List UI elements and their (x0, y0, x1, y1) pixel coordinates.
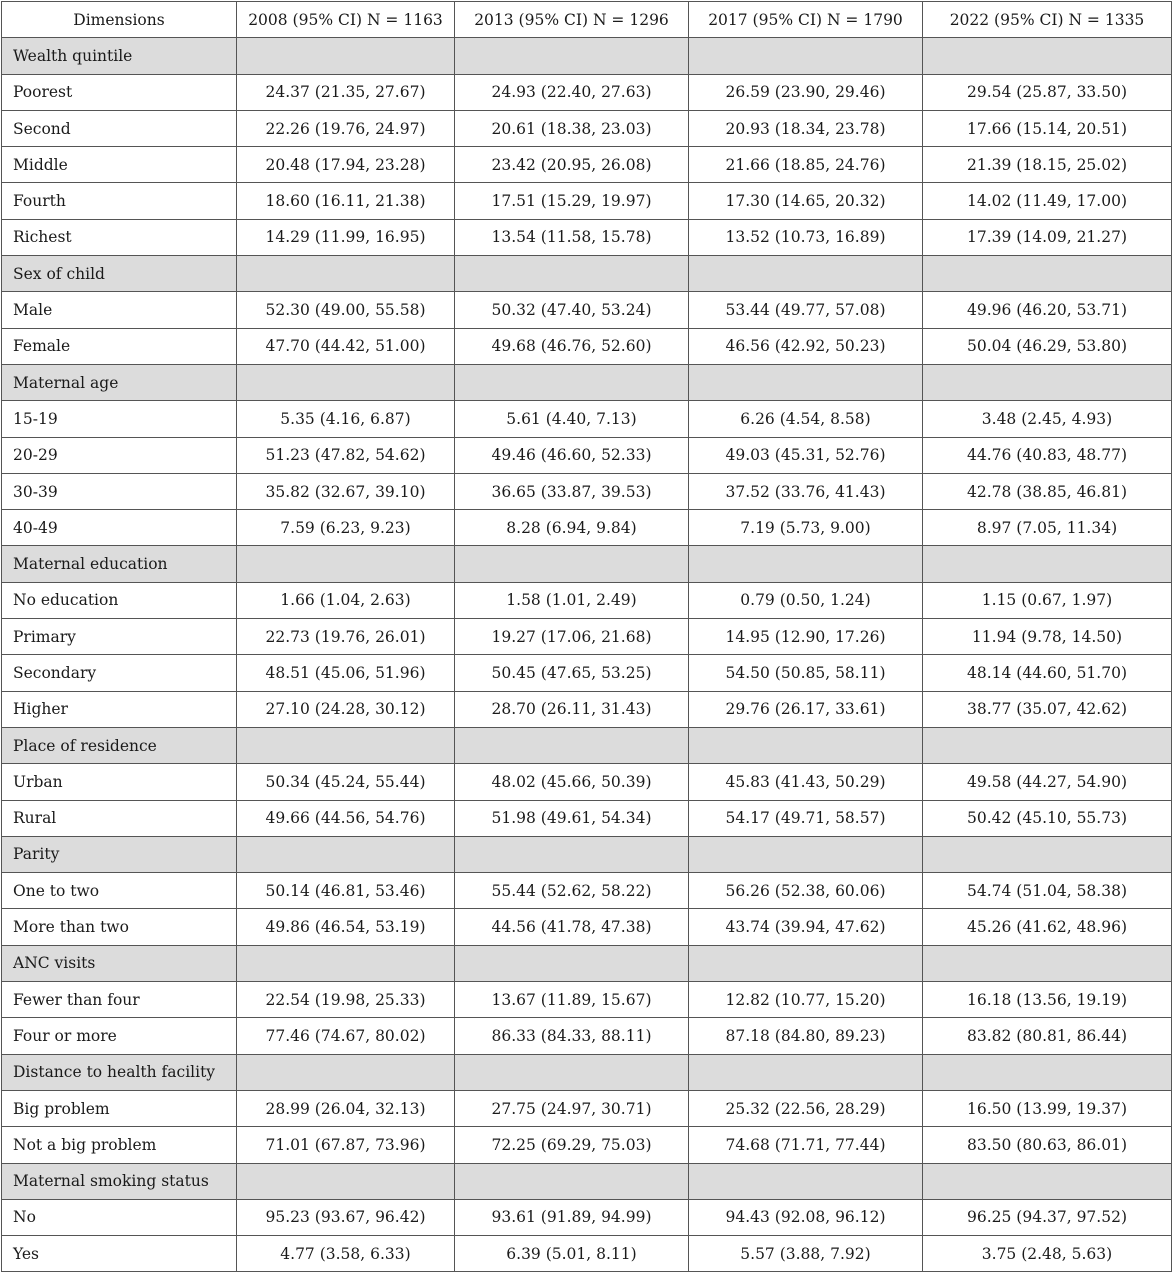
value-cell: 95.23 (93.67, 96.42) (237, 1199, 455, 1235)
section-empty-cell (923, 546, 1172, 582)
value-cell: 42.78 (38.85, 46.81) (923, 473, 1172, 509)
value-cell: 27.75 (24.97, 30.71) (455, 1090, 689, 1126)
section-empty-cell (237, 945, 455, 981)
value-cell: 52.30 (49.00, 55.58) (237, 292, 455, 328)
value-cell: 24.37 (21.35, 27.67) (237, 74, 455, 110)
row-label: More than two (2, 909, 237, 945)
value-cell: 46.56 (42.92, 50.23) (689, 328, 923, 364)
section-header-row (2, 945, 1172, 981)
table-body (2, 38, 1172, 1272)
value-cell: 50.45 (47.65, 53.25) (455, 655, 689, 691)
value-cell: 51.23 (47.82, 54.62) (237, 437, 455, 473)
value-cell: 50.04 (46.29, 53.80) (923, 328, 1172, 364)
value-cell: 49.46 (46.60, 52.33) (455, 437, 689, 473)
header-dimensions: Dimensions (2, 2, 237, 38)
value-cell: 6.26 (4.54, 8.58) (689, 401, 923, 437)
value-cell: 17.66 (15.14, 20.51) (923, 110, 1172, 146)
table-row (2, 292, 1172, 328)
value-cell: 55.44 (52.62, 58.22) (455, 873, 689, 909)
section-empty-cell (689, 836, 923, 872)
section-empty-cell (455, 1163, 689, 1199)
value-cell: 51.98 (49.61, 54.34) (455, 800, 689, 836)
value-cell: 22.73 (19.76, 26.01) (237, 619, 455, 655)
value-cell: 44.56 (41.78, 47.38) (455, 909, 689, 945)
table-row (2, 401, 1172, 437)
value-cell: 48.51 (45.06, 51.96) (237, 655, 455, 691)
section-empty-cell (237, 256, 455, 292)
value-cell: 20.61 (18.38, 23.03) (455, 110, 689, 146)
table-row (2, 147, 1172, 183)
section-empty-cell (689, 256, 923, 292)
value-cell: 54.17 (49.71, 58.57) (689, 800, 923, 836)
value-cell: 86.33 (84.33, 88.11) (455, 1018, 689, 1054)
value-cell: 50.14 (46.81, 53.46) (237, 873, 455, 909)
value-cell: 20.93 (18.34, 23.78) (689, 110, 923, 146)
row-label: Richest (2, 219, 237, 255)
value-cell: 5.61 (4.40, 7.13) (455, 401, 689, 437)
section-header-row (2, 364, 1172, 400)
table-row (2, 328, 1172, 364)
section-title: Parity (2, 836, 237, 872)
value-cell: 5.57 (3.88, 7.92) (689, 1236, 923, 1272)
value-cell: 94.43 (92.08, 96.12) (689, 1199, 923, 1235)
section-empty-cell (923, 38, 1172, 74)
section-empty-cell (237, 38, 455, 74)
header-2017: 2017 (95% CI) N = 1790 (689, 2, 923, 38)
section-header-row (2, 38, 1172, 74)
section-empty-cell (923, 1163, 1172, 1199)
value-cell: 36.65 (33.87, 39.53) (455, 473, 689, 509)
value-cell: 21.66 (18.85, 24.76) (689, 147, 923, 183)
value-cell: 93.61 (91.89, 94.99) (455, 1199, 689, 1235)
value-cell: 74.68 (71.71, 77.44) (689, 1127, 923, 1163)
value-cell: 29.76 (26.17, 33.61) (689, 691, 923, 727)
table-row (2, 510, 1172, 546)
section-title: Place of residence (2, 727, 237, 763)
section-title: Maternal age (2, 364, 237, 400)
table-row (2, 873, 1172, 909)
table-row (2, 1127, 1172, 1163)
row-label: 30-39 (2, 473, 237, 509)
row-label: Four or more (2, 1018, 237, 1054)
table-row (2, 473, 1172, 509)
value-cell: 48.14 (44.60, 51.70) (923, 655, 1172, 691)
value-cell: 22.54 (19.98, 25.33) (237, 982, 455, 1018)
value-cell: 49.68 (46.76, 52.60) (455, 328, 689, 364)
section-empty-cell (689, 727, 923, 763)
section-empty-cell (923, 727, 1172, 763)
value-cell: 28.70 (26.11, 31.43) (455, 691, 689, 727)
table-row (2, 1090, 1172, 1126)
table-row (2, 582, 1172, 618)
row-label: Primary (2, 619, 237, 655)
section-empty-cell (689, 1054, 923, 1090)
table-header (2, 2, 1172, 38)
section-header-row (2, 1163, 1172, 1199)
row-label: Secondary (2, 655, 237, 691)
value-cell: 38.77 (35.07, 42.62) (923, 691, 1172, 727)
section-header-row (2, 1054, 1172, 1090)
value-cell: 27.10 (24.28, 30.12) (237, 691, 455, 727)
header-2022: 2022 (95% CI) N = 1335 (923, 2, 1172, 38)
value-cell: 77.46 (74.67, 80.02) (237, 1018, 455, 1054)
section-empty-cell (455, 256, 689, 292)
section-empty-cell (689, 364, 923, 400)
section-empty-cell (455, 38, 689, 74)
row-label: Middle (2, 147, 237, 183)
header-2013: 2013 (95% CI) N = 1296 (455, 2, 689, 38)
value-cell: 49.03 (45.31, 52.76) (689, 437, 923, 473)
data-table (1, 1, 1172, 1272)
value-cell: 3.48 (2.45, 4.93) (923, 401, 1172, 437)
value-cell: 49.96 (46.20, 53.71) (923, 292, 1172, 328)
value-cell: 44.76 (40.83, 48.77) (923, 437, 1172, 473)
table-row (2, 764, 1172, 800)
value-cell: 83.82 (80.81, 86.44) (923, 1018, 1172, 1054)
value-cell: 53.44 (49.77, 57.08) (689, 292, 923, 328)
value-cell: 28.99 (26.04, 32.13) (237, 1090, 455, 1126)
row-label: Higher (2, 691, 237, 727)
value-cell: 43.74 (39.94, 47.62) (689, 909, 923, 945)
section-empty-cell (237, 546, 455, 582)
value-cell: 7.59 (6.23, 9.23) (237, 510, 455, 546)
value-cell: 14.02 (11.49, 17.00) (923, 183, 1172, 219)
table-row (2, 1236, 1172, 1272)
value-cell: 14.29 (11.99, 16.95) (237, 219, 455, 255)
value-cell: 20.48 (17.94, 23.28) (237, 147, 455, 183)
value-cell: 47.70 (44.42, 51.00) (237, 328, 455, 364)
section-empty-cell (923, 945, 1172, 981)
value-cell: 50.32 (47.40, 53.24) (455, 292, 689, 328)
value-cell: 56.26 (52.38, 60.06) (689, 873, 923, 909)
section-empty-cell (923, 256, 1172, 292)
table-row (2, 219, 1172, 255)
value-cell: 45.83 (41.43, 50.29) (689, 764, 923, 800)
row-label: Fewer than four (2, 982, 237, 1018)
row-label: No (2, 1199, 237, 1235)
value-cell: 29.54 (25.87, 33.50) (923, 74, 1172, 110)
value-cell: 5.35 (4.16, 6.87) (237, 401, 455, 437)
section-title: Sex of child (2, 256, 237, 292)
table-row (2, 1199, 1172, 1235)
row-label: Fourth (2, 183, 237, 219)
table-row (2, 800, 1172, 836)
value-cell: 19.27 (17.06, 21.68) (455, 619, 689, 655)
value-cell: 1.66 (1.04, 2.63) (237, 582, 455, 618)
value-cell: 35.82 (32.67, 39.10) (237, 473, 455, 509)
value-cell: 50.42 (45.10, 55.73) (923, 800, 1172, 836)
row-label: Poorest (2, 74, 237, 110)
value-cell: 21.39 (18.15, 25.02) (923, 147, 1172, 183)
section-empty-cell (689, 1163, 923, 1199)
table-row (2, 74, 1172, 110)
row-label: Yes (2, 1236, 237, 1272)
value-cell: 11.94 (9.78, 14.50) (923, 619, 1172, 655)
value-cell: 8.28 (6.94, 9.84) (455, 510, 689, 546)
section-empty-cell (923, 1054, 1172, 1090)
value-cell: 6.39 (5.01, 8.11) (455, 1236, 689, 1272)
row-label: 20-29 (2, 437, 237, 473)
value-cell: 22.26 (19.76, 24.97) (237, 110, 455, 146)
table-row (2, 909, 1172, 945)
table-row (2, 1018, 1172, 1054)
section-empty-cell (689, 38, 923, 74)
section-empty-cell (455, 836, 689, 872)
value-cell: 25.32 (22.56, 28.29) (689, 1090, 923, 1126)
value-cell: 83.50 (80.63, 86.01) (923, 1127, 1172, 1163)
section-title: Maternal smoking status (2, 1163, 237, 1199)
value-cell: 96.25 (94.37, 97.52) (923, 1199, 1172, 1235)
table-row (2, 110, 1172, 146)
value-cell: 18.60 (16.11, 21.38) (237, 183, 455, 219)
section-empty-cell (455, 364, 689, 400)
table-row (2, 691, 1172, 727)
section-empty-cell (237, 836, 455, 872)
row-label: 15-19 (2, 401, 237, 437)
section-header-row (2, 546, 1172, 582)
section-empty-cell (923, 364, 1172, 400)
value-cell: 7.19 (5.73, 9.00) (689, 510, 923, 546)
value-cell: 13.54 (11.58, 15.78) (455, 219, 689, 255)
value-cell: 17.30 (14.65, 20.32) (689, 183, 923, 219)
table-row (2, 619, 1172, 655)
section-empty-cell (689, 945, 923, 981)
section-title: Distance to health facility (2, 1054, 237, 1090)
value-cell: 50.34 (45.24, 55.44) (237, 764, 455, 800)
table-row (2, 982, 1172, 1018)
section-empty-cell (455, 727, 689, 763)
row-label: Male (2, 292, 237, 328)
row-label: 40-49 (2, 510, 237, 546)
value-cell: 54.50 (50.85, 58.11) (689, 655, 923, 691)
section-empty-cell (455, 945, 689, 981)
section-title: Maternal education (2, 546, 237, 582)
value-cell: 71.01 (67.87, 73.96) (237, 1127, 455, 1163)
table-row (2, 437, 1172, 473)
value-cell: 49.66 (44.56, 54.76) (237, 800, 455, 836)
section-header-row (2, 836, 1172, 872)
row-label: Urban (2, 764, 237, 800)
value-cell: 16.18 (13.56, 19.19) (923, 982, 1172, 1018)
header-2008: 2008 (95% CI) N = 1163 (237, 2, 455, 38)
value-cell: 14.95 (12.90, 17.26) (689, 619, 923, 655)
section-empty-cell (237, 727, 455, 763)
value-cell: 13.67 (11.89, 15.67) (455, 982, 689, 1018)
value-cell: 0.79 (0.50, 1.24) (689, 582, 923, 618)
value-cell: 48.02 (45.66, 50.39) (455, 764, 689, 800)
row-label: Not a big problem (2, 1127, 237, 1163)
header-row (2, 2, 1172, 38)
value-cell: 3.75 (2.48, 5.63) (923, 1236, 1172, 1272)
table-row (2, 655, 1172, 691)
section-title: Wealth quintile (2, 38, 237, 74)
section-title: ANC visits (2, 945, 237, 981)
value-cell: 26.59 (23.90, 29.46) (689, 74, 923, 110)
value-cell: 54.74 (51.04, 58.38) (923, 873, 1172, 909)
value-cell: 17.39 (14.09, 21.27) (923, 219, 1172, 255)
row-label: Second (2, 110, 237, 146)
value-cell: 87.18 (84.80, 89.23) (689, 1018, 923, 1054)
section-empty-cell (923, 836, 1172, 872)
table-row (2, 183, 1172, 219)
section-empty-cell (689, 546, 923, 582)
row-label: Female (2, 328, 237, 364)
row-label: Big problem (2, 1090, 237, 1126)
value-cell: 8.97 (7.05, 11.34) (923, 510, 1172, 546)
row-label: One to two (2, 873, 237, 909)
section-empty-cell (237, 1163, 455, 1199)
value-cell: 37.52 (33.76, 41.43) (689, 473, 923, 509)
value-cell: 1.15 (0.67, 1.97) (923, 582, 1172, 618)
section-empty-cell (455, 1054, 689, 1090)
value-cell: 72.25 (69.29, 75.03) (455, 1127, 689, 1163)
section-empty-cell (237, 364, 455, 400)
value-cell: 16.50 (13.99, 19.37) (923, 1090, 1172, 1126)
section-header-row (2, 256, 1172, 292)
value-cell: 23.42 (20.95, 26.08) (455, 147, 689, 183)
row-label: No education (2, 582, 237, 618)
row-label: Rural (2, 800, 237, 836)
value-cell: 49.86 (46.54, 53.19) (237, 909, 455, 945)
value-cell: 12.82 (10.77, 15.20) (689, 982, 923, 1018)
section-empty-cell (455, 546, 689, 582)
value-cell: 4.77 (3.58, 6.33) (237, 1236, 455, 1272)
value-cell: 1.58 (1.01, 2.49) (455, 582, 689, 618)
value-cell: 17.51 (15.29, 19.97) (455, 183, 689, 219)
section-header-row (2, 727, 1172, 763)
value-cell: 49.58 (44.27, 54.90) (923, 764, 1172, 800)
value-cell: 24.93 (22.40, 27.63) (455, 74, 689, 110)
value-cell: 13.52 (10.73, 16.89) (689, 219, 923, 255)
section-empty-cell (237, 1054, 455, 1090)
value-cell: 45.26 (41.62, 48.96) (923, 909, 1172, 945)
